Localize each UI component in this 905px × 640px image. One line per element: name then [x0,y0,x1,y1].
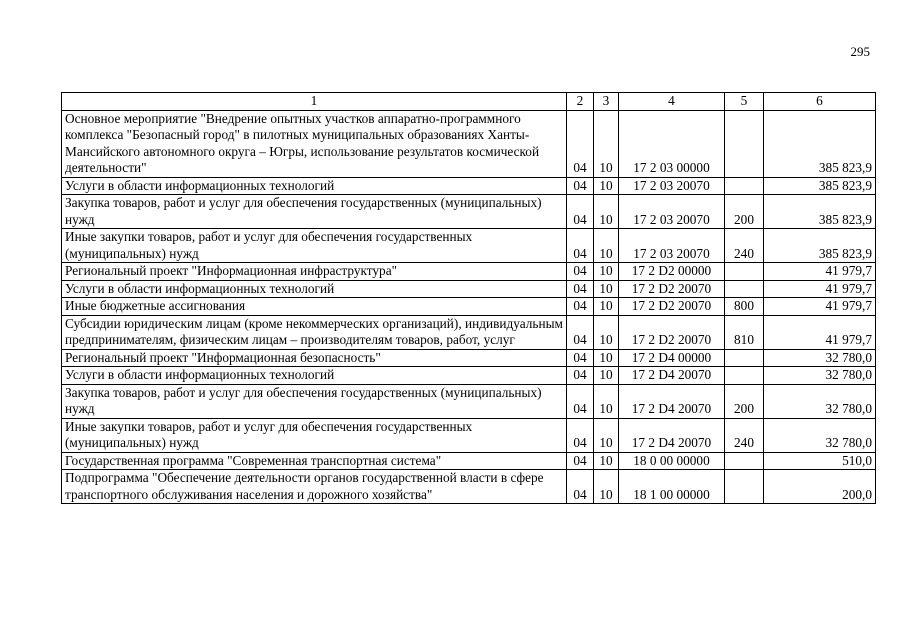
row-subsection: 10 [594,263,619,281]
row-subsection: 10 [594,452,619,470]
table-row [62,263,876,281]
table-row [62,470,876,504]
row-amount: 41 979,7 [764,280,876,298]
row-name: Услуги в области информационных технологий [62,280,567,298]
row-amount: 41 979,7 [764,263,876,281]
header-col-1: 1 [62,93,567,111]
row-amount: 385 823,9 [764,229,876,263]
row-name: Иные закупки товаров, работ и услуг для обеспечения государственных (муниципальных) нужд [62,229,567,263]
row-amount: 510,0 [764,452,876,470]
row-target-article: 17 2 D4 20070 [619,418,725,452]
row-amount: 385 823,9 [764,177,876,195]
table-header-row [62,93,876,111]
row-name: Субсидии юридическим лицам (кроме некоммерческих организаций), индивидуальным предпринимателям, физическим лицам – производителям товаров, работ, услуг [62,315,567,349]
row-amount: 32 780,0 [764,418,876,452]
table-row [62,280,876,298]
row-expense-type [725,452,764,470]
row-amount: 32 780,0 [764,384,876,418]
row-section: 04 [567,470,594,504]
row-expense-type: 800 [725,298,764,316]
row-name: Региональный проект "Информационная безопасность" [62,349,567,367]
row-expense-type [725,263,764,281]
budget-table [61,92,876,504]
row-name: Иные закупки товаров, работ и услуг для обеспечения государственных (муниципальных) нужд [62,418,567,452]
row-target-article: 18 1 00 00000 [619,470,725,504]
row-subsection: 10 [594,110,619,177]
row-expense-type: 200 [725,384,764,418]
table-row [62,177,876,195]
row-section: 04 [567,367,594,385]
row-target-article: 17 2 D2 20070 [619,280,725,298]
row-name: Региональный проект "Информационная инфраструктура" [62,263,567,281]
row-subsection: 10 [594,280,619,298]
row-name: Подпрограмма "Обеспечение деятельности органов государственной власти в сфере транспортного обслуживания населения и дорожного хозяйства" [62,470,567,504]
header-col-5: 5 [725,93,764,111]
row-expense-type [725,110,764,177]
row-target-article: 17 2 D4 20070 [619,384,725,418]
row-section: 04 [567,384,594,418]
row-amount: 385 823,9 [764,110,876,177]
header-col-4: 4 [619,93,725,111]
row-expense-type: 240 [725,418,764,452]
table-row [62,349,876,367]
row-target-article: 17 2 D2 20070 [619,298,725,316]
header-col-2: 2 [567,93,594,111]
row-expense-type: 810 [725,315,764,349]
row-subsection: 10 [594,418,619,452]
row-section: 04 [567,298,594,316]
row-subsection: 10 [594,470,619,504]
row-section: 04 [567,177,594,195]
row-section: 04 [567,229,594,263]
table-row [62,367,876,385]
table-row [62,384,876,418]
row-name: Государственная программа "Современная транспортная система" [62,452,567,470]
row-name: Услуги в области информационных технологий [62,367,567,385]
row-name: Иные бюджетные ассигнования [62,298,567,316]
page-number: 295 [850,44,870,59]
row-expense-type [725,470,764,504]
row-name: Основное мероприятие "Внедрение опытных участков аппаратно-программного комплекса "Безопасный город" в пилотных муниципальных образованиях Ханты-Мансийского автономного округа – Югры, использование результатов космической деятельности" [62,110,567,177]
row-target-article: 17 2 D2 00000 [619,263,725,281]
table-row [62,110,876,177]
row-target-article: 17 2 03 20070 [619,229,725,263]
row-expense-type [725,367,764,385]
row-expense-type [725,280,764,298]
header-col-6: 6 [764,93,876,111]
row-section: 04 [567,110,594,177]
row-target-article: 17 2 D4 20070 [619,367,725,385]
row-amount: 32 780,0 [764,349,876,367]
table-row [62,195,876,229]
header-col-3: 3 [594,93,619,111]
row-expense-type: 240 [725,229,764,263]
row-section: 04 [567,280,594,298]
table-row [62,452,876,470]
row-section: 04 [567,315,594,349]
row-subsection: 10 [594,298,619,316]
row-subsection: 10 [594,195,619,229]
row-expense-type [725,349,764,367]
row-section: 04 [567,418,594,452]
table-body [62,110,876,504]
table-row [62,229,876,263]
row-amount: 41 979,7 [764,315,876,349]
row-target-article: 17 2 03 00000 [619,110,725,177]
row-section: 04 [567,263,594,281]
row-section: 04 [567,452,594,470]
row-target-article: 18 0 00 00000 [619,452,725,470]
row-subsection: 10 [594,349,619,367]
row-subsection: 10 [594,229,619,263]
row-amount: 200,0 [764,470,876,504]
row-amount: 32 780,0 [764,367,876,385]
row-subsection: 10 [594,177,619,195]
row-subsection: 10 [594,384,619,418]
table-row [62,418,876,452]
row-subsection: 10 [594,315,619,349]
row-section: 04 [567,349,594,367]
row-target-article: 17 2 03 20070 [619,177,725,195]
row-target-article: 17 2 03 20070 [619,195,725,229]
table-row [62,315,876,349]
row-subsection: 10 [594,367,619,385]
row-amount: 385 823,9 [764,195,876,229]
row-name: Закупка товаров, работ и услуг для обеспечения государственных (муниципальных) нужд [62,195,567,229]
row-section: 04 [567,195,594,229]
row-expense-type [725,177,764,195]
row-amount: 41 979,7 [764,298,876,316]
row-name: Услуги в области информационных технологий [62,177,567,195]
table-row [62,298,876,316]
row-expense-type: 200 [725,195,764,229]
row-name: Закупка товаров, работ и услуг для обеспечения государственных (муниципальных) нужд [62,384,567,418]
row-target-article: 17 2 D2 20070 [619,315,725,349]
row-target-article: 17 2 D4 00000 [619,349,725,367]
